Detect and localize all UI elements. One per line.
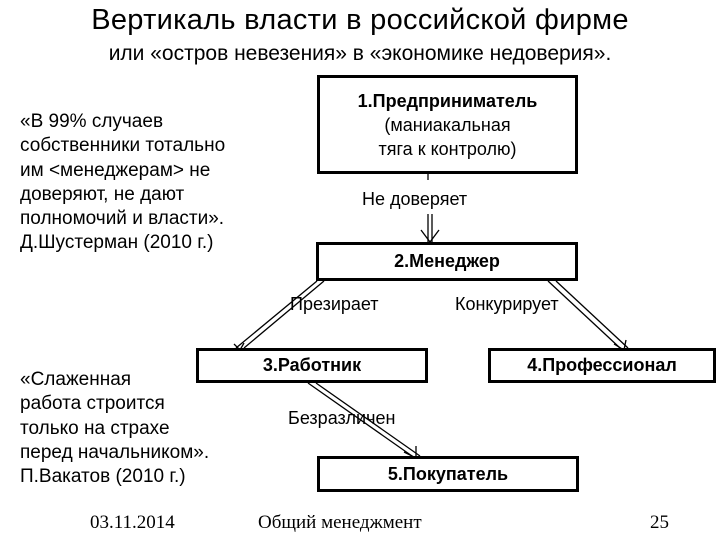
quote-line: собственники тотально: [20, 135, 226, 157]
quote-line: перед начальником».: [20, 441, 210, 463]
footer-page-number: 25: [650, 512, 669, 533]
relation-compete-label: Конкурирует: [455, 294, 559, 314]
quote-line: только на страхе: [20, 417, 170, 439]
relation-distrust-label: Не доверяет: [362, 189, 468, 209]
entrepreneur-title: 1.Предприниматель: [357, 90, 538, 111]
quote-line: доверяют, не дают: [20, 183, 185, 205]
quote-line: им <менеджерам> не: [20, 159, 211, 181]
worker-box: 3.Работник: [196, 348, 428, 383]
quote-author: П.Вакатов (2010 г.): [20, 466, 186, 488]
quote-author: Д.Шустерман (2010 г.): [20, 232, 214, 254]
manager-box: 2.Менеджер: [316, 242, 578, 281]
footer-course: Общий менеджмент: [258, 512, 422, 533]
relation-despise-label: Презирает: [290, 294, 379, 314]
quote-line: «Слаженная: [20, 369, 132, 390]
customer-box: 5.Покупатель: [317, 456, 579, 492]
quote-line: работа строится: [20, 393, 165, 415]
quote-line: полномочий и власти».: [20, 208, 225, 230]
slide-title: Вертикаль власти в российской фирме: [91, 4, 629, 36]
entrepreneur-box: [317, 75, 578, 174]
entrepreneur-note-line: тяга к контролю): [378, 138, 517, 159]
relation-indifferent-label: Безразличен: [288, 408, 396, 428]
slide-subtitle: или «остров невезения» в «экономике недоверия».: [108, 42, 612, 65]
footer-date: 03.11.2014: [90, 512, 175, 533]
professional-box: 4.Профессионал: [488, 348, 716, 383]
quote-line: «В 99% случаев: [20, 111, 164, 132]
entrepreneur-note-line: (маниакальная: [384, 114, 511, 135]
